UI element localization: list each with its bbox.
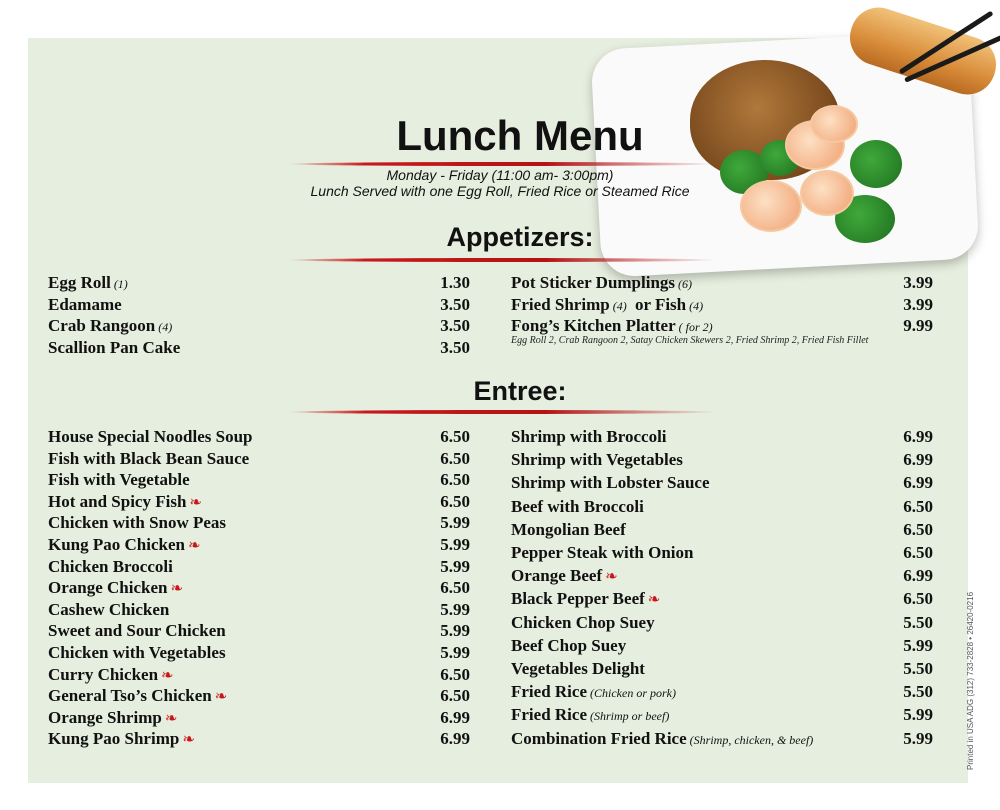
item-price: 5.99 xyxy=(903,635,933,655)
item-price: 3.50 xyxy=(440,294,470,314)
menu-item xyxy=(511,473,933,493)
item-name: Sweet and Sour Chicken xyxy=(48,621,226,641)
item-name: Shrimp with Vegetables xyxy=(511,450,683,470)
item-price: 5.99 xyxy=(440,556,470,576)
item-name-group xyxy=(511,273,692,294)
item-name-group xyxy=(48,643,226,663)
item-price: 5.50 xyxy=(903,612,933,632)
menu-item xyxy=(511,497,933,517)
menu-item xyxy=(48,665,470,686)
hours-block xyxy=(300,167,700,199)
menu-item xyxy=(48,316,470,337)
item-name: Crab Rangoon xyxy=(48,316,156,335)
item-price: 6.50 xyxy=(440,491,470,511)
menu-item xyxy=(48,295,470,315)
broccoli xyxy=(850,140,902,188)
item-name-group xyxy=(511,520,626,540)
item-note: (1) xyxy=(113,277,128,291)
item-note: (Chicken or pork) xyxy=(590,686,676,701)
item-price: 6.50 xyxy=(440,578,470,598)
item-note: (4) xyxy=(158,320,173,334)
item-name: Black Pepper Beef xyxy=(511,589,645,609)
item-name-group xyxy=(48,449,249,469)
item-name-group xyxy=(511,543,693,563)
item-name: Chicken with Snow Peas xyxy=(48,513,227,533)
menu-item xyxy=(48,643,470,663)
menu-item xyxy=(48,449,470,469)
item-name-group xyxy=(511,497,644,517)
item-price: 6.50 xyxy=(903,519,933,539)
item-name-group xyxy=(511,729,813,750)
item-price: 6.50 xyxy=(903,496,933,516)
entree-heading: Entree: xyxy=(473,376,567,406)
chili-pepper-icon: ❧ xyxy=(189,494,202,511)
menu-item xyxy=(511,543,933,563)
item-price: 5.99 xyxy=(440,621,470,641)
item-name-group xyxy=(48,492,202,513)
item-name-group xyxy=(511,450,683,470)
item-name-group xyxy=(48,621,226,641)
item-price: 1.30 xyxy=(440,273,470,292)
item-price: 6.50 xyxy=(440,448,470,468)
item-name: Chicken Broccoli xyxy=(48,556,173,576)
item-price: 6.99 xyxy=(903,473,933,493)
item-name-group xyxy=(511,566,618,587)
item-name-group xyxy=(48,708,177,729)
item-price: 6.50 xyxy=(440,470,470,490)
item-price: 5.50 xyxy=(903,682,933,702)
item-name: Hot and Spicy Fish xyxy=(48,491,187,511)
item-price: 6.50 xyxy=(440,664,470,684)
item-price: 5.99 xyxy=(440,643,470,662)
shrimp xyxy=(800,170,854,216)
item-name-group xyxy=(511,316,713,337)
menu-item xyxy=(48,600,470,620)
item-name: Beef with Broccoli xyxy=(511,496,644,516)
item-name-group xyxy=(48,295,122,315)
menu-item xyxy=(511,427,933,447)
platter-description: Egg Roll 2, Crab Rangoon 2, Satay Chicken Skewers 2, Fried Shrimp 2, Fried Fish Fillet xyxy=(511,335,869,346)
menu-item xyxy=(48,427,470,447)
menu-item xyxy=(511,450,933,470)
item-name: Chicken Chop Suey xyxy=(511,612,655,632)
menu-item xyxy=(48,708,470,729)
item-name: Kung Pao Chicken xyxy=(48,535,185,554)
hours-text: Monday - Friday (11:00 am- 3:00pm) xyxy=(386,167,614,183)
item-name: Shrimp with Broccoli xyxy=(511,427,667,446)
item-name: Cashew Chicken xyxy=(48,599,170,619)
item-price: 6.50 xyxy=(440,427,470,446)
item-name: Combination Fried Rice xyxy=(511,728,687,748)
menu-item xyxy=(48,578,470,599)
menu-item xyxy=(48,729,470,750)
menu-item xyxy=(511,613,933,633)
item-name: Edamame xyxy=(48,294,122,314)
menu-item xyxy=(48,686,470,707)
item-price: 9.99 xyxy=(903,316,933,335)
printed-in-usa: Printed in USA ADG (312) 733-2828 • 26420-0216 xyxy=(966,591,975,770)
menu-item xyxy=(511,316,933,337)
item-name: Fish with Vegetable xyxy=(48,470,190,490)
item-name-group xyxy=(511,659,645,679)
item-price: 3.50 xyxy=(440,337,470,357)
item-price: 5.50 xyxy=(903,659,933,678)
item-name-group xyxy=(48,665,174,686)
menu-item xyxy=(48,492,470,513)
menu-item xyxy=(48,621,470,641)
item-price: 5.99 xyxy=(440,513,470,533)
chili-pepper-icon: ❧ xyxy=(170,581,184,598)
entree-underline xyxy=(288,410,718,414)
item-price: 3.99 xyxy=(903,273,933,292)
served-with-text: Lunch Served with one Egg Roll, Fried Rice or Steamed Rice xyxy=(310,183,690,199)
item-name-group xyxy=(511,682,676,703)
item-name: Curry Chicken xyxy=(48,664,159,684)
item-name: Pot Sticker Dumplings xyxy=(511,273,676,292)
item-name: Fish with Black Bean Sauce xyxy=(48,448,250,468)
item-name: Beef Chop Suey xyxy=(511,635,627,655)
item-name-group xyxy=(48,338,180,358)
chili-pepper-icon: ❧ xyxy=(182,732,195,749)
item-name-group xyxy=(511,589,660,610)
item-name: House Special Noodles Soup xyxy=(48,427,253,446)
item-note: (Shrimp, chicken, & beef) xyxy=(689,732,814,747)
item-note: (6) xyxy=(678,277,693,291)
item-name: Egg Roll xyxy=(48,273,111,292)
item-name-group xyxy=(48,600,169,620)
item-name-group xyxy=(48,729,195,750)
item-price: 6.99 xyxy=(903,427,933,446)
item-name: Mongolian Beef xyxy=(511,519,626,539)
item-price: 6.50 xyxy=(903,589,933,609)
menu-item xyxy=(48,338,470,358)
item-name-group xyxy=(48,470,190,490)
item-note: (4) xyxy=(689,298,704,313)
item-name: General Tso’s Chicken xyxy=(48,686,212,706)
item-name: Fried Shrimp xyxy=(511,294,610,314)
menu-item xyxy=(48,535,470,556)
item-name-group xyxy=(511,427,667,447)
menu-item xyxy=(511,659,933,679)
chili-pepper-icon: ❧ xyxy=(187,538,201,554)
item-name-group xyxy=(48,273,128,294)
menu-item xyxy=(511,729,933,750)
menu-item xyxy=(48,470,470,490)
item-name-group xyxy=(48,427,253,447)
appetizers-heading: Appetizers: xyxy=(446,222,594,252)
item-name-group xyxy=(48,535,201,556)
item-price: 6.99 xyxy=(440,707,470,727)
item-price: 6.99 xyxy=(440,729,470,749)
menu-item xyxy=(511,682,933,703)
title-underline xyxy=(288,162,718,166)
item-name: Fried Rice xyxy=(511,705,587,725)
shrimp xyxy=(740,180,802,232)
item-name: Orange Shrimp xyxy=(48,707,162,727)
menu-item xyxy=(511,273,933,294)
shrimp xyxy=(810,105,858,143)
item-name: Orange Chicken xyxy=(48,578,168,598)
menu-item xyxy=(48,513,470,533)
item-price: 6.99 xyxy=(903,566,933,586)
item-price: 6.99 xyxy=(903,450,933,470)
chili-pepper-icon: ❧ xyxy=(214,689,228,706)
item-name-group xyxy=(511,636,626,656)
item-price: 5.99 xyxy=(440,599,470,619)
item-name: Shrimp with Lobster Sauce xyxy=(511,473,710,493)
item-name-group xyxy=(48,316,172,337)
menu-item xyxy=(511,705,933,726)
item-price: 3.50 xyxy=(440,316,470,335)
item-price: 6.50 xyxy=(440,686,470,706)
menu-title: Lunch Menu xyxy=(396,112,644,159)
item-name-group xyxy=(48,578,183,599)
menu-item xyxy=(48,557,470,577)
item-price: 3.99 xyxy=(903,294,933,314)
appetizers-underline xyxy=(288,258,718,262)
chili-pepper-icon: ❧ xyxy=(164,710,178,727)
item-name-group xyxy=(48,686,227,707)
item-price: 6.50 xyxy=(903,543,933,562)
item-name: Vegetables Delight xyxy=(511,659,645,678)
item-name: Chicken with Vegetables xyxy=(48,643,226,662)
item-price: 5.99 xyxy=(903,728,933,748)
item-name: Scallion Pan Cake xyxy=(48,337,181,357)
item-price: 5.99 xyxy=(440,535,470,554)
item-name-group xyxy=(511,613,655,633)
menu-item xyxy=(511,589,933,610)
item-name-extra: or Fish xyxy=(630,294,687,314)
item-note: (Shrimp or beef) xyxy=(590,709,670,724)
item-name-group xyxy=(511,705,669,726)
chili-pepper-icon: ❧ xyxy=(647,592,661,609)
item-note: (4) xyxy=(612,298,627,313)
item-name: Kung Pao Shrimp xyxy=(48,729,180,749)
item-name-group xyxy=(511,473,710,493)
item-name: Orange Beef xyxy=(511,566,603,586)
item-name-group xyxy=(48,513,226,533)
menu-item xyxy=(511,520,933,540)
item-name-group xyxy=(511,295,703,316)
item-name: Fried Rice xyxy=(511,682,587,702)
item-name: Pepper Steak with Onion xyxy=(511,543,694,562)
chili-pepper-icon: ❧ xyxy=(161,667,174,684)
item-price: 5.99 xyxy=(903,705,933,725)
menu-item xyxy=(511,295,933,316)
menu-item xyxy=(48,273,470,294)
item-name: Fong’s Kitchen Platter xyxy=(511,316,676,335)
menu-item xyxy=(511,566,933,587)
item-name-group xyxy=(48,557,173,577)
chili-pepper-icon: ❧ xyxy=(605,569,618,586)
item-note: ( for 2) xyxy=(678,320,713,334)
menu-item xyxy=(511,636,933,656)
